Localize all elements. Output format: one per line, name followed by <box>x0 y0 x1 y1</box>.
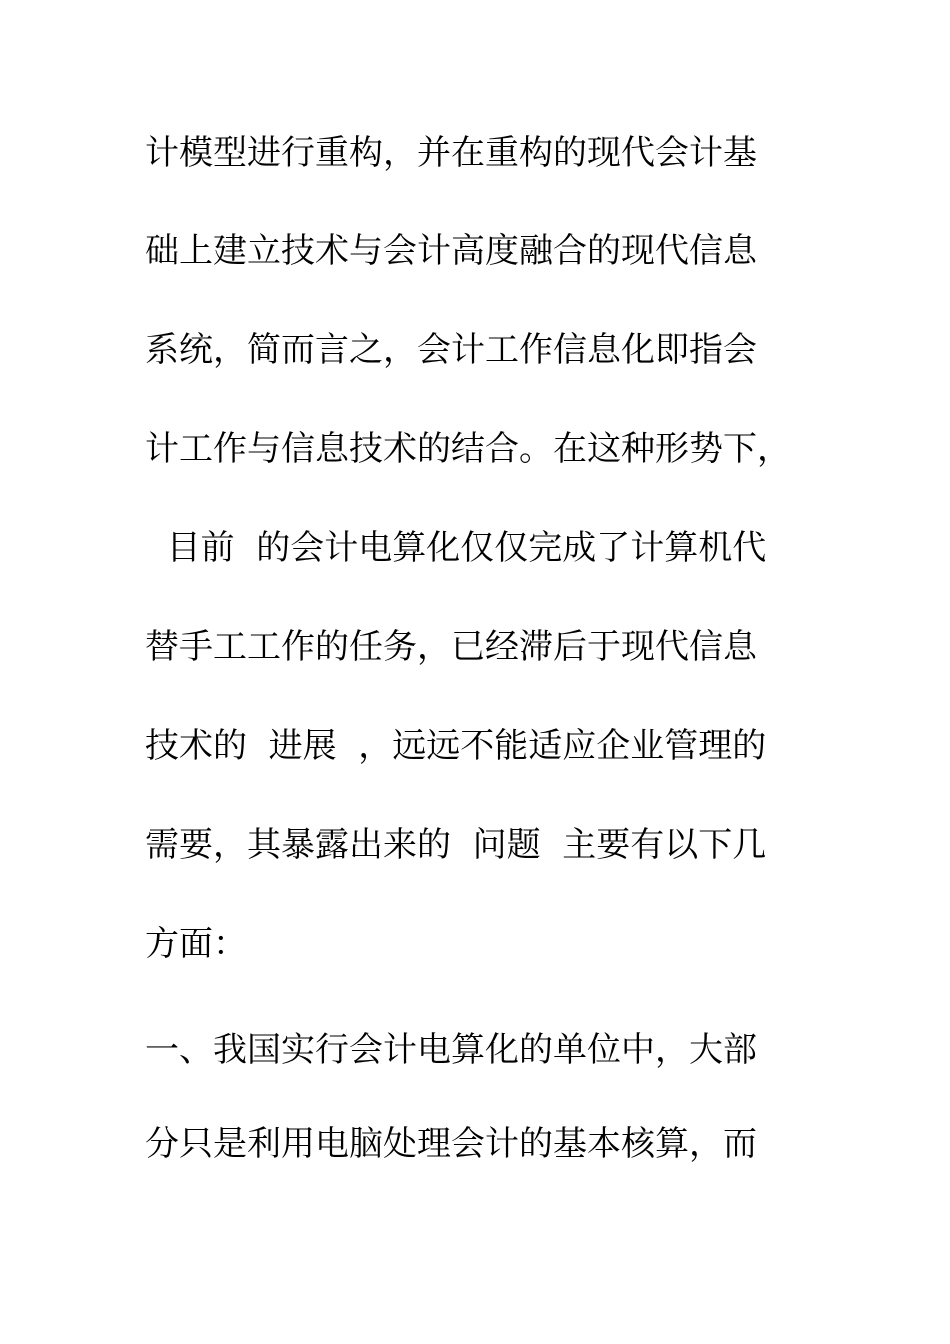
text-line-7: 技术的 进展 ，远远不能适应企业管理的 <box>145 726 767 766</box>
text-line-4: 计工作与信息技术的结合。在这种形势下， <box>145 429 791 469</box>
text-line-5: 目前 的会计电算化仅仅完成了计算机代 <box>145 528 767 568</box>
text-line-10: 一、我国实行会计电算化的单位中，大部 <box>145 1030 757 1070</box>
text-line-8: 需要，其暴露出来的 问题 主要有以下几 <box>145 825 767 865</box>
text-line-2: 础上建立技术与会计高度融合的现代信息 <box>145 231 757 271</box>
text-line-11: 分只是利用电脑处理会计的基本核算，而 <box>145 1124 757 1164</box>
text-line-9: 方面： <box>145 924 247 964</box>
text-line-1: 计模型进行重构，并在重构的现代会计基 <box>145 133 757 173</box>
text-line-3: 系统，简而言之，会计工作信息化即指会 <box>145 330 757 370</box>
text-line-6: 替手工工作的任务，已经滞后于现代信息 <box>145 627 757 667</box>
